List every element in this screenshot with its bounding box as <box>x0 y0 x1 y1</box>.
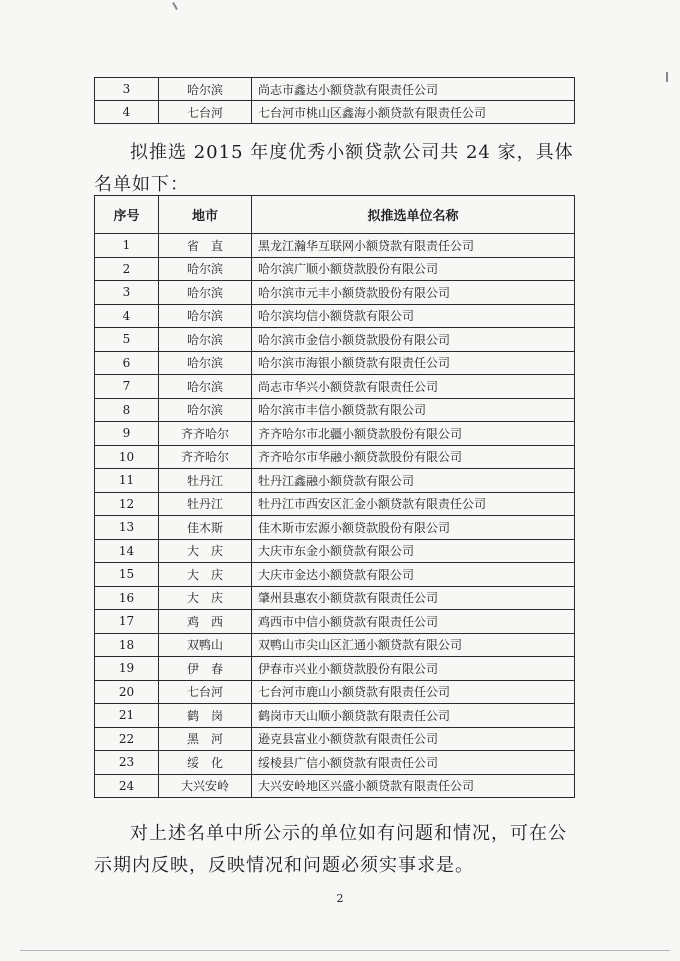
row-number: 8 <box>95 398 159 422</box>
row-number: 1 <box>95 234 159 258</box>
scan-mark <box>172 2 178 10</box>
table-row <box>95 516 575 540</box>
row-company-name: 鸡西市中信小额贷款有限责任公司 <box>252 610 575 634</box>
row-company-name: 伊春市兴业小额贷款股份有限公司 <box>252 657 575 681</box>
row-number: 24 <box>95 774 159 798</box>
closing-paragraph: 对上述名单中所公示的单位如有问题和情况，可在公示期内反映，反映情况和问题必须实事求是。 <box>94 823 567 876</box>
table-row <box>95 351 575 375</box>
table-row <box>95 469 575 493</box>
row-city: 大 庆 <box>159 586 252 610</box>
row-number: 21 <box>95 704 159 728</box>
table-row <box>95 101 575 124</box>
row-city: 哈尔滨 <box>159 375 252 399</box>
row-company-name: 哈尔滨市元丰小额贷款股份有限公司 <box>252 281 575 305</box>
row-company-name: 齐齐哈尔市北疆小额贷款股份有限公司 <box>252 422 575 446</box>
row-number: 4 <box>95 304 159 328</box>
table-row <box>95 751 575 775</box>
table-row <box>95 727 575 751</box>
row-city: 佳木斯 <box>159 516 252 540</box>
row-number: 20 <box>95 680 159 704</box>
row-city: 哈尔滨 <box>159 304 252 328</box>
row-number: 17 <box>95 610 159 634</box>
row-city: 哈尔滨 <box>159 281 252 305</box>
scan-mark <box>666 72 668 82</box>
row-company-name: 牡丹江鑫融小额贷款有限公司 <box>252 469 575 493</box>
table-row <box>95 281 575 305</box>
intro-paragraph: 拟推选 2015 年度优秀小额贷款公司共 24 家，具体名单如下： <box>94 142 574 195</box>
row-city: 哈尔滨 <box>159 78 252 101</box>
row-number: 9 <box>95 422 159 446</box>
table-row <box>95 657 575 681</box>
row-number: 16 <box>95 586 159 610</box>
row-city: 绥 化 <box>159 751 252 775</box>
row-number: 23 <box>95 751 159 775</box>
table-row <box>95 774 575 798</box>
row-city: 伊 春 <box>159 657 252 681</box>
row-company-name: 七台河市鹿山小额贷款有限责任公司 <box>252 680 575 704</box>
page-number: 2 <box>336 892 344 905</box>
row-city: 牡丹江 <box>159 469 252 493</box>
table-row <box>95 539 575 563</box>
row-city: 大 庆 <box>159 539 252 563</box>
row-number: 15 <box>95 563 159 587</box>
row-city: 黑 河 <box>159 727 252 751</box>
row-company-name: 佳木斯市宏源小额贷款股份有限公司 <box>252 516 575 540</box>
row-company-name: 哈尔滨市金信小额贷款股份有限公司 <box>252 328 575 352</box>
row-city: 双鸭山 <box>159 633 252 657</box>
row-city: 哈尔滨 <box>159 351 252 375</box>
row-city: 齐齐哈尔 <box>159 422 252 446</box>
table-row <box>95 704 575 728</box>
row-city: 哈尔滨 <box>159 328 252 352</box>
row-company-name: 哈尔滨均信小额贷款有限公司 <box>252 304 575 328</box>
row-number: 7 <box>95 375 159 399</box>
row-company-name: 尚志市鑫达小额贷款有限责任公司 <box>252 78 575 101</box>
table-row <box>95 422 575 446</box>
row-number: 18 <box>95 633 159 657</box>
table-row <box>95 680 575 704</box>
row-number: 3 <box>95 78 159 101</box>
row-company-name: 大庆市金达小额贷款有限公司 <box>252 563 575 587</box>
row-company-name: 逊克县富业小额贷款有限责任公司 <box>252 727 575 751</box>
row-city: 七台河 <box>159 680 252 704</box>
row-company-name: 牡丹江市西安区汇金小额贷款有限责任公司 <box>252 492 575 516</box>
row-company-name: 齐齐哈尔市华融小额贷款股份有限公司 <box>252 445 575 469</box>
row-company-name: 尚志市华兴小额贷款有限责任公司 <box>252 375 575 399</box>
continued-table <box>94 77 575 124</box>
table-row <box>95 375 575 399</box>
row-number: 4 <box>95 101 159 124</box>
row-company-name: 哈尔滨广顺小额贷款股份有限公司 <box>252 257 575 281</box>
row-number: 13 <box>95 516 159 540</box>
recommended-companies-table <box>94 195 575 798</box>
row-company-name: 七台河市桃山区鑫海小额贷款有限责任公司 <box>252 101 575 124</box>
row-number: 3 <box>95 281 159 305</box>
header-city: 地市 <box>159 196 252 234</box>
row-city: 牡丹江 <box>159 492 252 516</box>
table-row <box>95 445 575 469</box>
table-row <box>95 78 575 101</box>
row-number: 6 <box>95 351 159 375</box>
scan-edge-line <box>20 950 670 951</box>
table-row <box>95 398 575 422</box>
table-row <box>95 586 575 610</box>
row-number: 22 <box>95 727 159 751</box>
table-row <box>95 328 575 352</box>
row-company-name: 黑龙江瀚华互联网小额贷款有限责任公司 <box>252 234 575 258</box>
row-city: 哈尔滨 <box>159 257 252 281</box>
row-company-name: 大庆市东金小额贷款有限公司 <box>252 539 575 563</box>
row-company-name: 哈尔滨市丰信小额贷款有限公司 <box>252 398 575 422</box>
row-company-name: 鹤岗市天山顺小额贷款有限责任公司 <box>252 704 575 728</box>
row-company-name: 绥棱县广信小额贷款有限责任公司 <box>252 751 575 775</box>
header-name: 拟推选单位名称 <box>252 196 575 234</box>
row-city: 大兴安岭 <box>159 774 252 798</box>
row-number: 11 <box>95 469 159 493</box>
row-company-name: 大兴安岭地区兴盛小额贷款有限责任公司 <box>252 774 575 798</box>
row-company-name: 哈尔滨市海银小额贷款有限责任公司 <box>252 351 575 375</box>
table-row <box>95 563 575 587</box>
row-company-name: 双鸭山市尖山区汇通小额贷款有限公司 <box>252 633 575 657</box>
row-number: 2 <box>95 257 159 281</box>
row-city: 鸡 西 <box>159 610 252 634</box>
row-number: 10 <box>95 445 159 469</box>
row-city: 哈尔滨 <box>159 398 252 422</box>
row-city: 七台河 <box>159 101 252 124</box>
table-row <box>95 257 575 281</box>
row-city: 大 庆 <box>159 563 252 587</box>
table-row <box>95 633 575 657</box>
table-row <box>95 234 575 258</box>
header-no: 序号 <box>95 196 159 234</box>
table-row <box>95 304 575 328</box>
row-city: 齐齐哈尔 <box>159 445 252 469</box>
row-city: 鹤 岗 <box>159 704 252 728</box>
row-number: 14 <box>95 539 159 563</box>
table-header-row <box>95 196 575 234</box>
row-number: 5 <box>95 328 159 352</box>
table-row <box>95 610 575 634</box>
row-company-name: 肇州县惠农小额贷款有限责任公司 <box>252 586 575 610</box>
row-city: 省 直 <box>159 234 252 258</box>
table-row <box>95 492 575 516</box>
row-number: 12 <box>95 492 159 516</box>
row-number: 19 <box>95 657 159 681</box>
